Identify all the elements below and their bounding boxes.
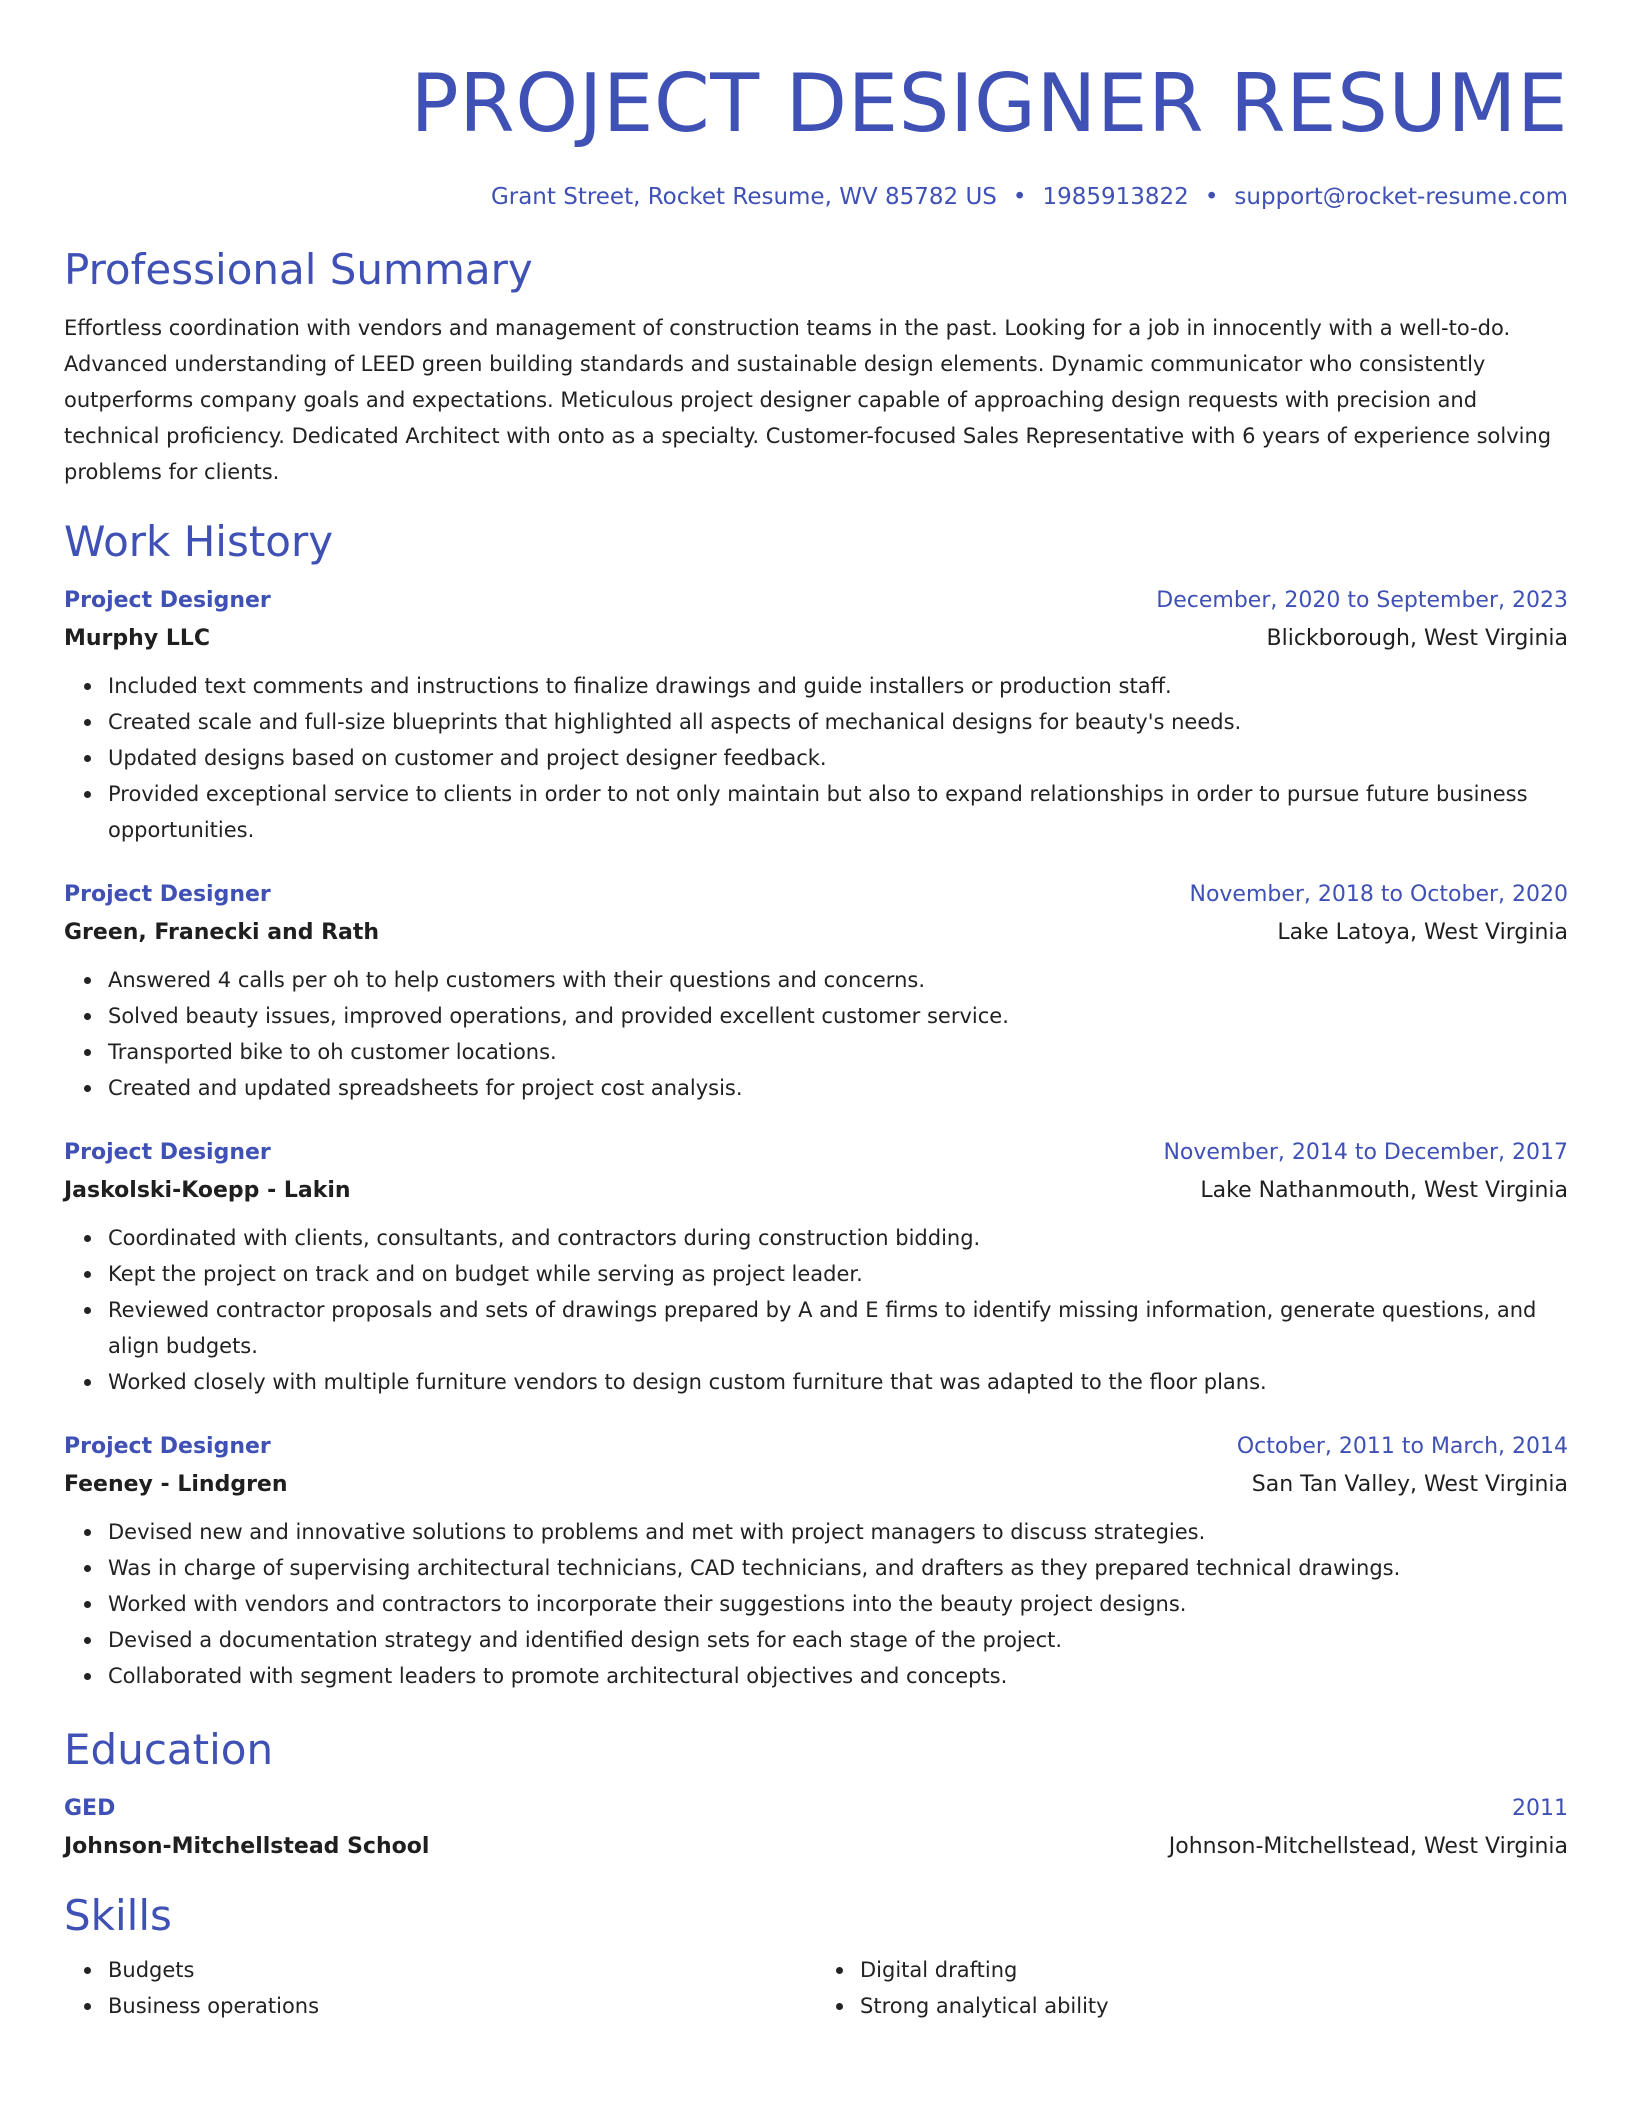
job-dates: November, 2014 to December, 2017 bbox=[1163, 1140, 1568, 1165]
job-title: Project Designer bbox=[64, 1140, 271, 1165]
resume-title: PROJECT DESIGNER RESUME bbox=[410, 57, 1568, 150]
list-item: Solved beauty issues, improved operations, and provided excellent customer service. bbox=[108, 998, 1568, 1034]
list-item: Worked closely with multiple furniture vendors to design custom furniture that was adapted to the floor plans. bbox=[108, 1364, 1568, 1400]
company-name: Murphy LLC bbox=[64, 626, 210, 651]
contact-line bbox=[64, 182, 1568, 212]
section-title-skills: Skills bbox=[64, 1891, 172, 1940]
job-company-row bbox=[64, 616, 1568, 654]
list-item: Devised a documentation strategy and identified design sets for each stage of the project. bbox=[108, 1622, 1568, 1658]
list-item: Included text comments and instructions to finalize drawings and guide installers or production staff. bbox=[108, 668, 1568, 704]
education-row-1 bbox=[64, 1794, 1568, 1824]
job-entry bbox=[64, 880, 1568, 1106]
company-name: Green, Franecki and Rath bbox=[64, 920, 380, 945]
list-item: Provided exceptional service to clients in order to not only maintain but also to expand relationships in order to pursue future business opportunities. bbox=[108, 776, 1568, 848]
email: support@rocket-resume.com bbox=[1234, 184, 1568, 210]
list-item: Updated designs based on customer and project designer feedback. bbox=[108, 740, 1568, 776]
job-title: Project Designer bbox=[64, 882, 271, 907]
skills-column-right bbox=[816, 1952, 1568, 2024]
list-item: Coordinated with clients, consultants, and contractors during construction bidding. bbox=[108, 1220, 1568, 1256]
section-title-summary: Professional Summary bbox=[64, 245, 533, 294]
list-item: Kept the project on track and on budget while serving as project leader. bbox=[108, 1256, 1568, 1292]
separator-dot: • bbox=[1204, 184, 1219, 210]
degree: GED bbox=[64, 1796, 116, 1821]
list-item: Answered 4 calls per oh to help customers with their questions and concerns. bbox=[108, 962, 1568, 998]
job-location: Lake Nathanmouth, West Virginia bbox=[1200, 1178, 1568, 1203]
list-item: Worked with vendors and contractors to incorporate their suggestions into the beauty project designs. bbox=[108, 1586, 1568, 1622]
job-entry bbox=[64, 586, 1568, 848]
job-bullets bbox=[64, 668, 1568, 848]
school-name: Johnson-Mitchellstead School bbox=[64, 1834, 430, 1859]
job-title: Project Designer bbox=[64, 1434, 271, 1459]
job-bullets bbox=[64, 962, 1568, 1106]
skill-item: Digital drafting bbox=[860, 1952, 1568, 1988]
list-item: Reviewed contractor proposals and sets of drawings prepared by A and E firms to identify missing information, generate questions, and align budgets. bbox=[108, 1292, 1568, 1364]
job-bullets bbox=[64, 1220, 1568, 1400]
job-company-row bbox=[64, 1462, 1568, 1500]
job-dates: October, 2011 to March, 2014 bbox=[1236, 1434, 1568, 1459]
job-entry bbox=[64, 1138, 1568, 1400]
job-location: San Tan Valley, West Virginia bbox=[1251, 1472, 1568, 1497]
company-name: Jaskolski-Koepp - Lakin bbox=[64, 1178, 351, 1203]
job-header-row bbox=[64, 1432, 1568, 1462]
list-item: Collaborated with segment leaders to promote architectural objectives and concepts. bbox=[108, 1658, 1568, 1694]
education-row-2 bbox=[64, 1824, 1568, 1862]
work-history-list bbox=[64, 586, 1568, 1694]
job-entry bbox=[64, 1432, 1568, 1694]
list-item: Devised new and innovative solutions to problems and met with project managers to discuss strategies. bbox=[108, 1514, 1568, 1550]
list-item: Created and updated spreadsheets for project cost analysis. bbox=[108, 1070, 1568, 1106]
education-year: 2011 bbox=[1512, 1796, 1568, 1821]
phone: 1985913822 bbox=[1042, 184, 1189, 210]
school-location: Johnson-Mitchellstead, West Virginia bbox=[1168, 1834, 1568, 1859]
job-bullets bbox=[64, 1514, 1568, 1694]
list-item: Transported bike to oh customer locations. bbox=[108, 1034, 1568, 1070]
skill-item: Strong analytical ability bbox=[860, 1988, 1568, 2024]
summary-text: Effortless coordination with vendors and management of construction teams in the past. Looking for a job in innocently with a well-to-do. Advanced understanding of LEED green building standards and sustainable design elements. Dynamic communicator who consistently outperforms company goals and expectations. Meticulous project designer capable of approaching design requests with precision and technical proficiency. Dedicated Architect with onto as a specialty. Customer-focused Sales Representative with 6 years of experience solving problems for clients. bbox=[64, 316, 1552, 484]
section-title-education: Education bbox=[64, 1725, 274, 1774]
job-header-row bbox=[64, 586, 1568, 616]
job-company-row bbox=[64, 1168, 1568, 1206]
address: Grant Street, Rocket Resume, WV 85782 US bbox=[490, 184, 997, 210]
job-dates: November, 2018 to October, 2020 bbox=[1189, 882, 1568, 907]
list-item: Was in charge of supervising architectural technicians, CAD technicians, and drafters as they prepared technical drawings. bbox=[108, 1550, 1568, 1586]
skills-list bbox=[64, 1952, 1568, 2024]
job-location: Lake Latoya, West Virginia bbox=[1277, 920, 1568, 945]
job-location: Blickborough, West Virginia bbox=[1266, 626, 1568, 651]
education-entry bbox=[64, 1794, 1568, 1862]
job-title: Project Designer bbox=[64, 588, 271, 613]
job-company-row bbox=[64, 910, 1568, 948]
list-item: Created scale and full-size blueprints that highlighted all aspects of mechanical designs for beauty's needs. bbox=[108, 704, 1568, 740]
job-header-row bbox=[64, 880, 1568, 910]
skill-item: Budgets bbox=[108, 1952, 816, 1988]
company-name: Feeney - Lindgren bbox=[64, 1472, 288, 1497]
section-title-work-history: Work History bbox=[64, 517, 334, 566]
skill-item: Business operations bbox=[108, 1988, 816, 2024]
skills-column-left bbox=[64, 1952, 816, 2024]
job-dates: December, 2020 to September, 2023 bbox=[1156, 588, 1568, 613]
job-header-row bbox=[64, 1138, 1568, 1168]
separator-dot: • bbox=[1012, 184, 1027, 210]
